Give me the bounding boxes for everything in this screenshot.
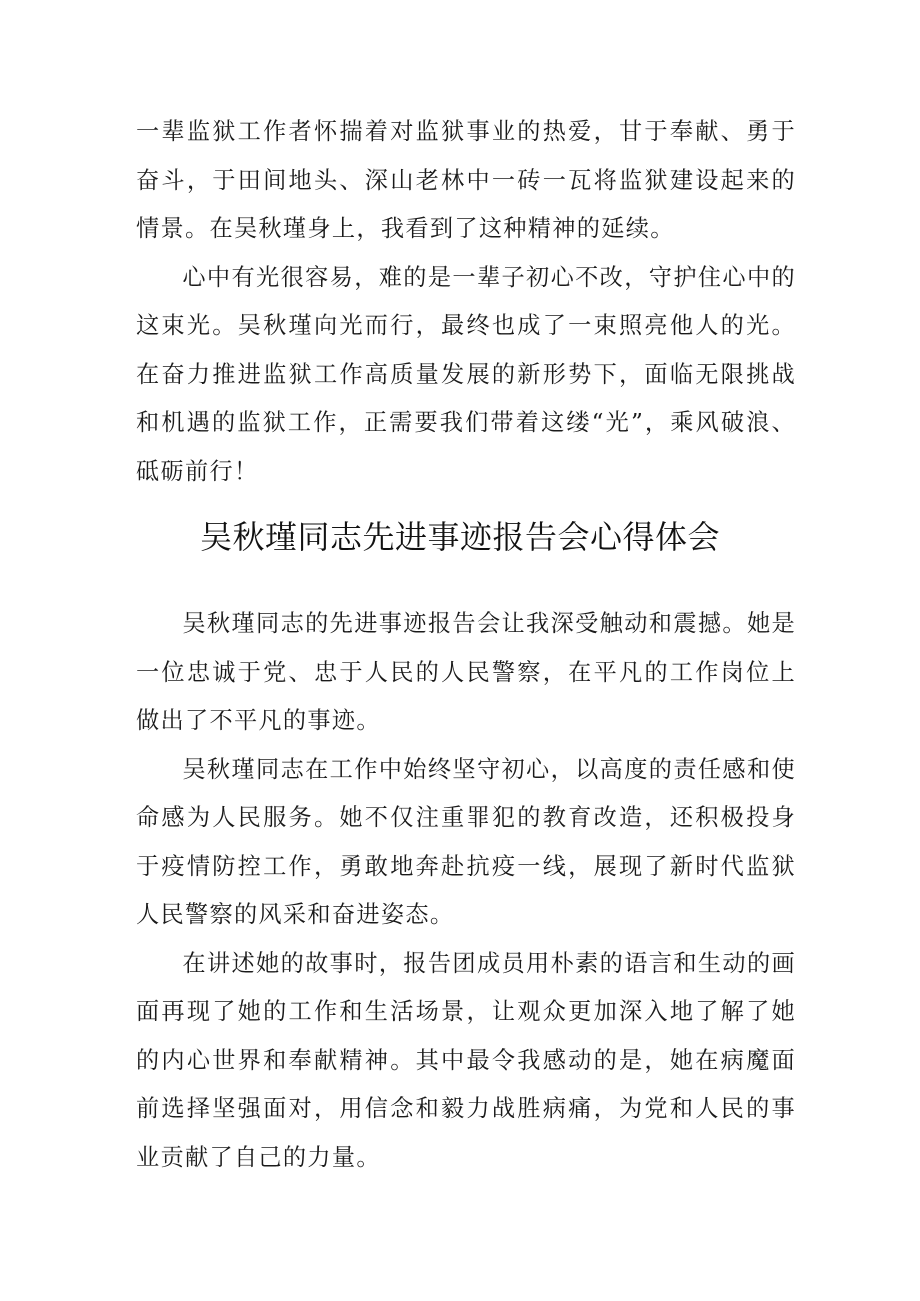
closing-paragraph: 心中有光很容易，难的是一辈子初心不改，守护住心中的这束光。吴秋瑾向光而行，最终也成了一束照亮他人的光。在奋力推进监狱工作高质量发展的新形势下，面临无限挑战和机遇的监狱工作，正需要我们带着这缕“光”，乘风破浪、砥砺前行！ [136, 263, 796, 485]
body-paragraph-3: 在讲述她的故事时，报告团成员用朴素的语言和生动的画面再现了她的工作和生活场景，让观众更加深入地了解了她的内心世界和奉献精神。其中最令我感动的是，她在病魔面前选择坚强面对，用信念和毅力战胜病痛，为党和人民的事业贡献了自己的力量。 [136, 949, 796, 1171]
continued-text-block [136, 108, 796, 496]
article-body [136, 600, 796, 1182]
body-paragraph-2: 吴秋瑾同志在工作中始终坚守初心，以高度的责任感和使命感为人民服务。她不仅注重罪犯的教育改造，还积极投身于疫情防控工作，勇敢地奔赴抗疫一线，展现了新时代监狱人民警察的风采和奋进姿态。 [136, 755, 796, 928]
article-title: 吴秋瑾同志先进事迹报告会心得体会 [199, 518, 720, 556]
body-paragraph-1: 吴秋瑾同志的先进事迹报告会让我深受触动和震撼。她是一位忠诚于党、忠于人民的人民警察，在平凡的工作岗位上做出了不平凡的事迹。 [136, 610, 796, 734]
continued-paragraph: 一辈监狱工作者怀揣着对监狱事业的热爱，甘于奉献、勇于奋斗，于田间地头、深山老林中一砖一瓦将监狱建设起来的情景。在吴秋瑾身上，我看到了这种精神的延续。 [136, 118, 796, 242]
